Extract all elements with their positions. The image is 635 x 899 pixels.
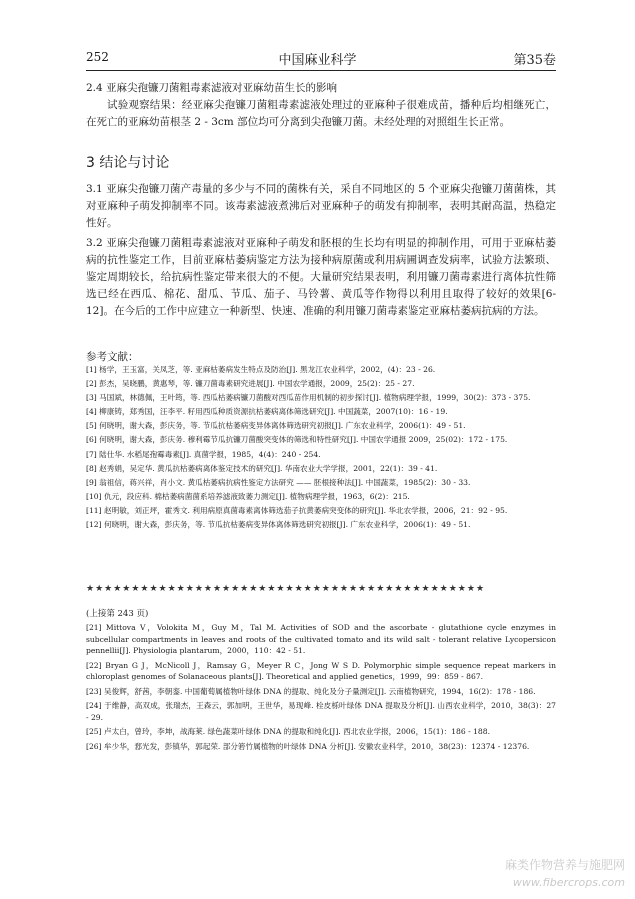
- reference-item: [24] 于维静，高双成，张瑞杰，王森云，郭加明，王世华，易现峰. 栓皮栎叶绿体 DNA 提取及分析[J]. 山西农业科学，2010，38(3)：27 - 29.: [86, 701, 556, 722]
- continued-reference-list: [86, 622, 556, 755]
- section-3-1-text: 3.1 亚麻尖孢镰刀菌产毒量的多少与不同的菌株有关，采自不同地区的 5 个亚麻尖孢镰刀菌菌株，其对亚麻种子萌发抑制率不同。该毒素滤液煮沸后对亚麻种子的萌发有抑制率，表明其耐高温，热稳定性好。: [86, 183, 556, 229]
- reference-item: [22] Bryan G J，McNicoll J，Ramsay G，Meyer R C，Jong W S D. Polymorphic simple sequence repeat markers in chloroplast genomes of Solanaceous plants[J]. Theoretical and applied genetics，1999，99：859 - 867.: [86, 660, 556, 681]
- reference-item: [6] 何晓明，谢大森，彭庆务. 穆利霉节瓜抗镰刀菌酸突变体的筛选和特性研究[J]. 中国农学通报 2009，25(02)：172 - 175.: [86, 435, 508, 445]
- volume-label: 第35卷: [513, 53, 556, 68]
- reference-item: [3] 马国斌，林德佩，王叶筠，等. 西瓜枯萎病镰刀菌酸对西瓜苗作用机制的初步探讨[J]. 植物病理学报，1999，30(2)：373 - 375.: [86, 393, 531, 403]
- section-2-4-heading: 2.4 亚麻尖孢镰刀菌粗毒素滤液对亚麻幼苗生长的影响: [86, 82, 338, 94]
- watermark-text: 麻类作物营养与施肥网: [504, 858, 625, 872]
- reference-list: [86, 364, 556, 533]
- reference-item: [1] 杨学，王玉富，关凤芝，等. 亚麻枯萎病发生特点及防治[J]. 黑龙江农业科学，2002，(4)：23 - 26.: [86, 365, 436, 374]
- journal-title: 中国麻业科学: [278, 53, 357, 68]
- reference-item: [26] 牟少华，郄光发，彭镇华，郭起荣. 部分箬竹属植物的叶绿体 DNA 分析[J]. 安徽农业科学，2010，38(23)：12374 - 12376.: [86, 741, 530, 751]
- reference-item: [23] 吴俊辉，舒茜，李朝銮. 中国葡萄属植物叶绿体 DNA 的提取、纯化及分子量测定[J]. 云南植物研究，1994，16(2)：178 - 186.: [86, 686, 536, 696]
- section-3-heading: 3 结论与讨论: [86, 155, 170, 171]
- star-divider: ★★★★★★★★★★★★★★★★★★★★★★★★★★★★★★★★★★★★★★★★★★★★: [86, 584, 486, 594]
- reference-item: [12] 何晓明，谢大森，彭庆务，等. 节瓜抗枯萎病变异体离体筛选研究初报[J]. 广东农业科学，2006(1)：49 - 51.: [86, 520, 471, 530]
- references-title: 参考文献：: [86, 351, 139, 363]
- reference-item: [9] 翁祖信，蒋兴祥，肖小文. 黄瓜枯萎病抗病性鉴定方法研究 —— 胚根接种法[J]. 中国蔬菜，1985(2)：30 - 33.: [86, 477, 471, 487]
- reference-item: [5] 何晓明，谢大森，彭庆务，等. 节瓜抗枯萎病变异体离体筛选研究初报[J]. 广东农业科学，2006(1)：49 - 51.: [86, 421, 466, 431]
- section-3-2-text: 3.2 亚麻尖孢镰刀菌粗毒素滤液对亚麻种子萌发和胚根的生长均有明显的抑制作用，可用于亚麻枯萎病的抗性鉴定工作，目前亚麻枯萎病鉴定方法为接种病原菌或利用病圃调查发病率，试验方法繁琐、鉴定周期较长，给抗病性鉴定带来很大的不便。大量研究结果表明，利用镰刀菌毒素进行离体抗性筛选已经在西瓜、棉花、甜瓜、节瓜、茄子、马铃薯、黄瓜等作物得以利用且取得了较好的效果[6-12]。在今后的工作中应建立一种新型、快速、准确的利用镰刀菌毒素鉴定亚麻枯萎病抗病的方法。: [86, 237, 556, 317]
- watermark-url: www.fibercrops.com: [512, 876, 625, 889]
- reference-item: [21] Mittova V，Volokita M，Guy M，Tal M. Activities of SOD and the ascorbate - glutathione cycle enzymes in subcellular compartments in leaves and roots of the cultivated tomato and its wild salt - tolerant relative Lycopersicon pennellii[J]. Physiologia plantarum，2000，110：42 - 51.: [86, 623, 556, 655]
- section-2-4-text: 试验观察结果：经亚麻尖孢镰刀菌粗毒素滤液处理过的亚麻种子很难成苗，播种后均相继死亡，在死亡的亚麻幼苗根茎 2 - 3cm 部位均可分离到尖孢镰刀菌。未经处理的对照组生长正常。: [86, 99, 556, 128]
- reference-item: [11] 赵明敏，刘正坪，霍秀文. 利用病原真菌毒素离体筛选茄子抗黄萎病突变体的研究[J]. 华北农学报，2006，21：92 - 95.: [86, 505, 508, 515]
- reference-item: [7] 陆仕华. 水稻尾孢霉毒素[J]. 真菌学报，1985，4(4)：240 - 254.: [86, 449, 321, 459]
- reference-item: [2] 彭杰，吴晓鹏，黄惠琴，等. 镰刀菌毒素研究进展[J]. 中国农学通报，2009，25(2)：25 - 27.: [86, 379, 415, 389]
- reference-item: [10] 仇元，段应科. 棉枯萎病菌菌系培养滤液致萎力测定[J]. 植物病理学报，1963，6(2)：215.: [86, 491, 410, 501]
- reference-item: [8] 赵秀娟，吴定华. 黄瓜抗枯萎病离体鉴定技术的研究[J]. 华南农业大学学报，2001，22(1)：39 - 41.: [86, 463, 438, 473]
- header-rule: [86, 70, 556, 71]
- continued-label: (上接第 243 页): [86, 609, 149, 619]
- page-number: 252: [86, 50, 109, 64]
- reference-item: [4] 柳康铸，郑秀国，汪李平. 籽用西瓜种质资源抗枯萎病离体筛选研究[J]. 中国蔬菜，2007(10)：16 - 19.: [86, 407, 448, 417]
- reference-item: [25] 卢太白，曾玲，李坤，战海莱. 绿色蔬菜叶绿体 DNA 的提取和纯化[J]. 西北农业学报，2006，15(1)：186 - 188.: [86, 727, 490, 736]
